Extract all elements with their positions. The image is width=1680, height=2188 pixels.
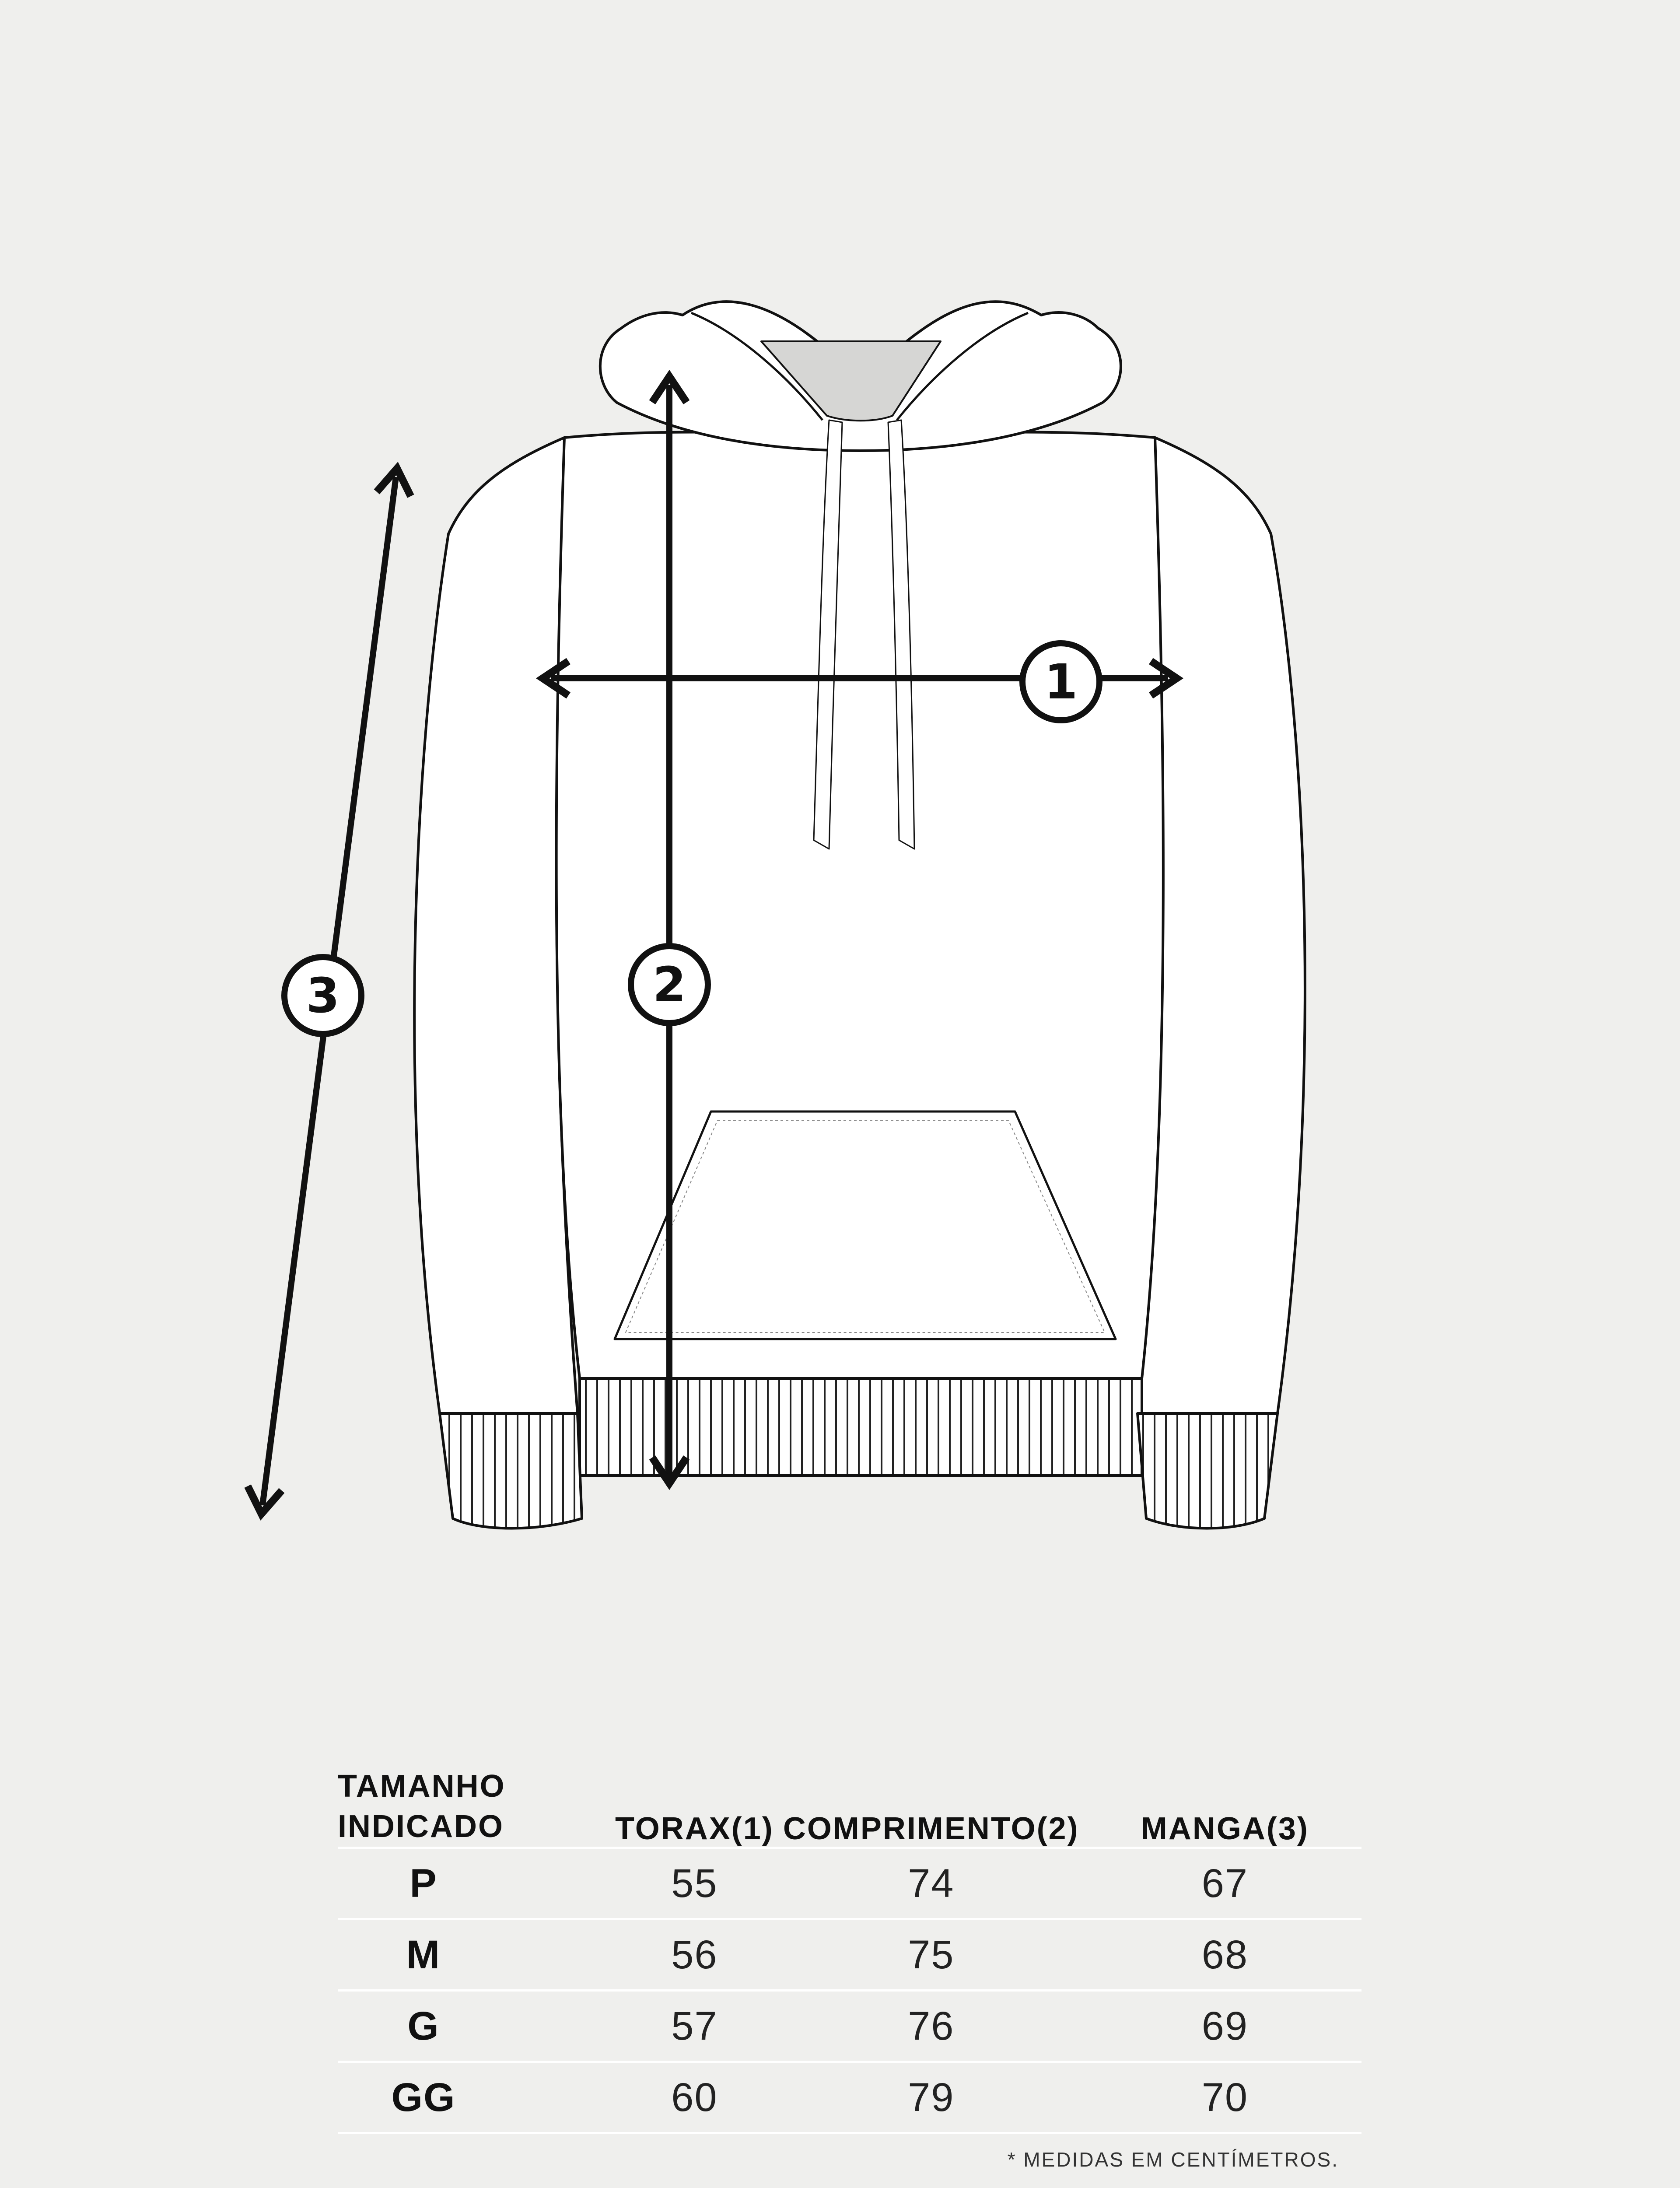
header-size <box>338 1755 615 1848</box>
header-size-line1: TAMANHO <box>338 1769 506 1804</box>
table-header-row <box>338 1755 1362 1848</box>
table-row <box>338 2062 1362 2133</box>
marker-2 <box>631 946 708 1023</box>
header-size-line2: INDICADO <box>338 1809 504 1844</box>
size-cell <box>338 1991 615 2062</box>
length-cell: 75 <box>908 1932 955 1977</box>
size-label: M <box>406 1932 441 1977</box>
marker-1 <box>1022 643 1099 720</box>
size-chart-table <box>338 1755 1362 2134</box>
marker-2-label: 2 <box>652 957 686 1013</box>
left-cuff <box>440 1413 582 1529</box>
header-chest: TORAX(1) <box>615 1811 774 1846</box>
table-row <box>338 1919 1362 1991</box>
length-cell: 76 <box>908 2003 955 2048</box>
chest-cell: 60 <box>671 2075 718 2120</box>
size-cell <box>338 1919 615 1991</box>
sleeve-cell: 68 <box>1201 1932 1249 1977</box>
chest-cell: 55 <box>671 1861 718 1906</box>
marker-3-label: 3 <box>306 968 340 1024</box>
footnote: * MEDIDAS EM CENTÍMETROS. <box>1007 2148 1339 2171</box>
table-row <box>338 1991 1362 2062</box>
size-label: P <box>410 1861 438 1906</box>
sleeve-cell: 69 <box>1201 2003 1249 2048</box>
length-cell: 74 <box>908 1861 955 1906</box>
marker-3 <box>284 957 361 1034</box>
sleeve-cell: 70 <box>1201 2075 1249 2120</box>
left-sleeve <box>414 438 578 1413</box>
header-length: COMPRIMENTO(2) <box>783 1811 1079 1846</box>
length-cell: 79 <box>908 2075 955 2120</box>
marker-1-label: 1 <box>1044 654 1078 710</box>
waistband <box>580 1378 1142 1476</box>
size-cell <box>338 2062 615 2133</box>
header-sleeve: MANGA(3) <box>1141 1811 1309 1846</box>
sleeve-cell: 67 <box>1201 1861 1249 1906</box>
chest-cell: 57 <box>671 2003 718 2048</box>
size-cell <box>338 1848 615 1919</box>
table-row <box>338 1848 1362 1919</box>
chest-cell: 56 <box>671 1932 718 1977</box>
right-cuff <box>1138 1413 1278 1529</box>
size-label: G <box>407 2003 440 2048</box>
size-label: GG <box>391 2075 456 2120</box>
hoodie-body <box>414 302 1305 1528</box>
